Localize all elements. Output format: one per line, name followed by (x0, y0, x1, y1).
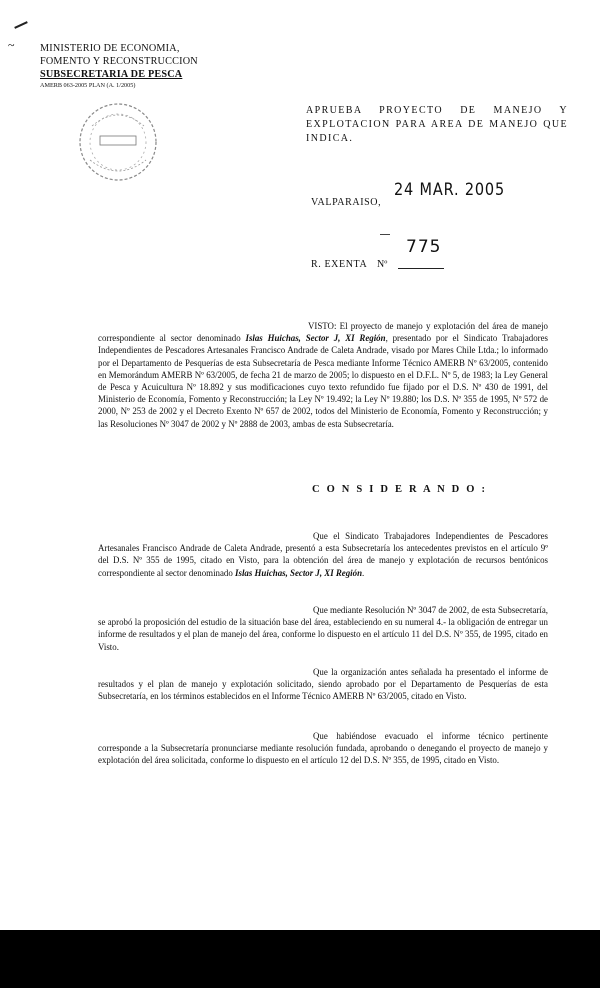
resolution-subject: APRUEBA PROYECTO DE MANEJO Y EXPLOTACION PARA AREA DE MANEJO QUE INDICA. (306, 105, 568, 144)
visto-place: Islas Huichas, Sector J, XI Región (245, 333, 386, 344)
resolution-type-label: R. EXENTA (311, 259, 368, 270)
considerando-1-text: Que el Sindicato Trabajadores Independientes de Pescadores Artesanales Francisco Andrade de Caleta Andrade, presentó a esta Subsecretaría los antecedentes previstos en el artículo 9º del D.S. Nº 355 de 1995, citado en Visto, para la obtención del área de manejo y explotación de recursos bentónicos correspondiente al sector denominado (98, 531, 548, 578)
number-underline (398, 268, 444, 269)
mark-dash (380, 234, 390, 235)
considerando-1-place: Islas Huichas, Sector J, XI Región (235, 567, 363, 578)
date-stamp: 24 MAR. 2005 (394, 180, 506, 200)
subsecretaria-line: SUBSECRETARIA DE PESCA (40, 69, 183, 80)
resolution-number: 775 (406, 237, 442, 257)
considerando-3 (98, 666, 548, 703)
margin-mark: ~ (8, 38, 15, 52)
scan-bottom-border (0, 930, 600, 988)
considerando-2-text: Que mediante Resolución Nº 3047 de 2002, de esta Subsecretaría, se aprobó la proposición del estudio de la situación base del área, estableciendo en su numeral 4.- la obligación de entregar un informe de resultados y el plan de manejo del área, conforme lo dispuesto en el artículo 11 del D.S. Nº 355, de 1995, citado en Visto. (98, 605, 548, 652)
ministry-line-2: FOMENTO Y RECONSTRUCCION (40, 56, 198, 67)
considerando-1 (98, 530, 548, 579)
visto-text-2: , presentado por el Sindicato Trabajadores Independientes de Pescadores Artesanales Francisco Andrade de Caleta Andrade, visado por Mares Chile Ltda.; lo informado por el Departamento de Pesquerías de esta Subsecretaría de Pesca mediante Informe Técnico AMERB Nº 63/2005, contenido en Memorándum AMERB Nº 63/2005, de fecha 21 de marzo de 2005; lo dispuesto en el D.F.L. Nº 5, de 1983; la Ley General de Pesca y Acuicultura Nº 18.892 y sus modificaciones cuyo texto refundido fue fijado por el D.S. Nº 430 de 1991, del Ministerio de Economía, Fomento y Reconstrucción; la Ley Nº 19.492; la Ley Nº 19.880; los D.S. Nº 355 de 1995, Nº 572 de 2000, Nº 253 de 2002 y el Decreto Exento Nº 657 de 2002, todos del Ministerio de Economía, Fomento y Reconstrucción; y las Resoluciones Nº 3047 de 2002 y Nº 2888 de 2003, ambas de esta Subsecretaría. (98, 333, 548, 429)
considerando-heading: C O N S I D E R A N D O : (312, 484, 488, 495)
visto-text: VISTO: El proyecto de manejo y explotación del área de manejo correspondiente al sector denominado (98, 321, 548, 344)
considerando-4-text: Que habiéndose evacuado el informe técnico pertinente corresponde a la Subsecretaría pronunciarse mediante resolución fundada, aprobando o denegando el proyecto de manejo y explotación del área solicitada, conforme lo dispuesto en el artículo 12 del D.S. Nº 355, de 1995, citado en Visto. (98, 731, 548, 766)
considerando-1-end: . (362, 567, 365, 578)
file-reference: AMERB 063-2005 PLAN (A. 1/2005) (40, 82, 136, 89)
visto-paragraph (98, 320, 548, 430)
handwritten-tick (14, 21, 28, 29)
considerando-2 (98, 604, 548, 653)
place-label: VALPARAISO, (311, 197, 382, 208)
letterhead (40, 42, 210, 90)
ministry-line: MINISTERIO DE ECONOMIA, (40, 43, 180, 54)
official-seal-stamp (76, 100, 160, 184)
considerando-3-text: Que la organización antes señalada ha presentado el informe de resultados y el plan de manejo y explotación solicitado, siendo aprobado por el Departamento de Pesquerías de esta Subsecretaría, en los términos establecidos en el Informe Técnico AMERB Nº 63/2005, citado en Visto. (98, 667, 548, 702)
considerando-4 (98, 730, 548, 767)
resolution-number-label: Nº (377, 259, 388, 270)
